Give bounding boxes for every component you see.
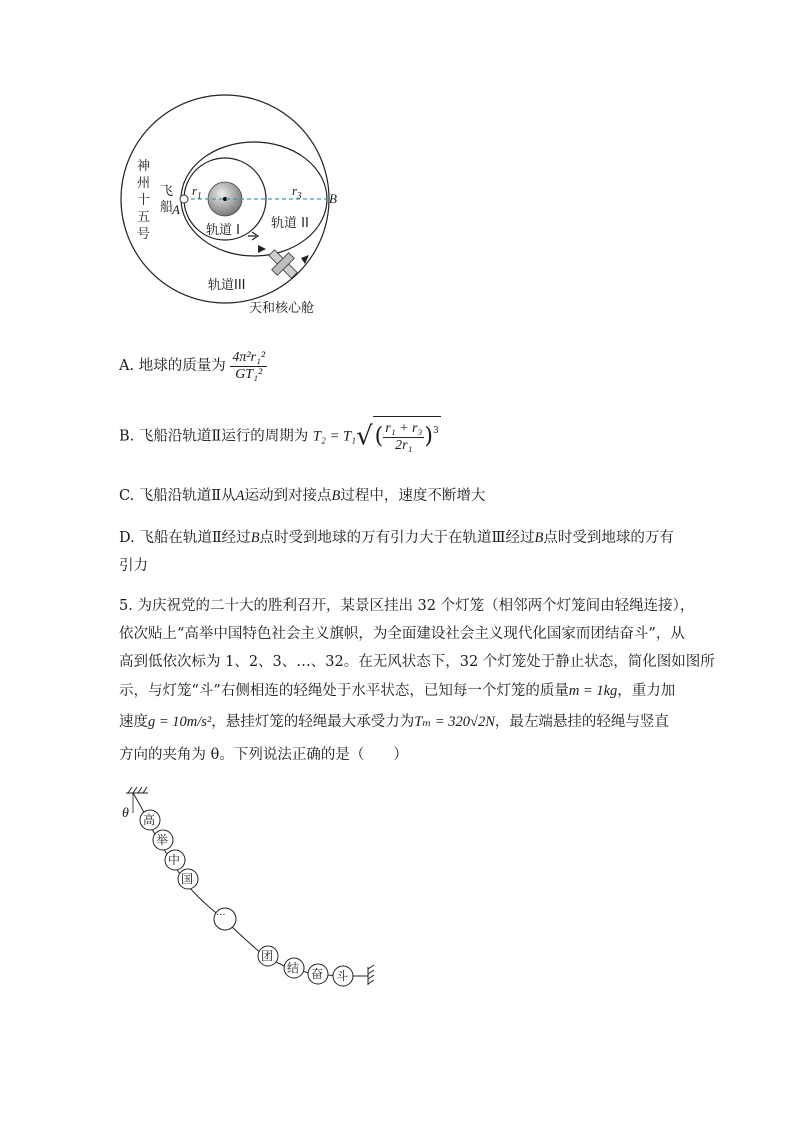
lantern-label-jie: 结 xyxy=(287,961,300,975)
lantern-label-dou: 斗 xyxy=(336,969,349,983)
lantern-label-tuan: 团 xyxy=(261,949,274,963)
rope xyxy=(133,793,368,976)
spaceship-marker xyxy=(180,195,188,203)
lantern-label-ellipsis: ··· xyxy=(216,910,226,921)
option-a-fraction: $\frac{\text{4π²r₁²}}{\text{GT₁²}}$ xyxy=(232,349,266,382)
option-d: D. 飞船在轨道Ⅱ经过B点时受到地球的万有引力大于在轨道Ⅲ经过B点时受到地球的万有 xyxy=(119,530,674,546)
lantern-label-3: 中 xyxy=(168,853,181,867)
option-a: A. 地球的质量为 $\frac{\text{4π²r₁²}}{\text{GT₁²}}$ xyxy=(119,349,266,382)
orbit-3-label: 轨道III xyxy=(208,278,246,293)
lantern-diagram xyxy=(118,785,388,995)
right-wall-support xyxy=(368,965,374,985)
lantern-label-4: 国 xyxy=(181,872,194,886)
r1-label: $r_1$ xyxy=(192,183,202,201)
ceiling-support xyxy=(126,787,148,793)
shenzhou-label: 神 州 十 五 号 xyxy=(137,159,151,242)
q5-line4: 示，与灯笼“斗”右侧相连的轻绳处于水平状态，已知每一个灯笼的质量m = 1kg，重力加 xyxy=(119,683,676,699)
space-station-icon xyxy=(263,244,303,284)
theta-label: θ xyxy=(122,806,129,821)
option-b-fraction: $\frac{\text{r₁ + r₃}}{\text{2r₁}}$ xyxy=(385,420,423,453)
option-d-line2: 引力 xyxy=(119,558,148,574)
orbit-2-label: 轨道 II xyxy=(271,216,309,231)
orbit-1-arrow-icon xyxy=(248,232,258,240)
ship-label: 飞 船 xyxy=(160,184,174,215)
point-b-label: B xyxy=(329,191,337,206)
q5-line1: 5. 为庆祝党的二十大的胜利召开，某景区挂出 32 个灯笼（相邻两个灯笼间由轻绳连接）， xyxy=(119,598,695,614)
q5-line5: 速度g = 10m/s²，悬挂灯笼的轻绳最大承受力为Tₘ = 320√2N，最左端悬挂的轻绳与竖直 xyxy=(119,714,669,730)
lantern-label-fen: 奋 xyxy=(311,967,324,981)
q5-line3: 高到低依次标为 1、2、3、…、32。在无风状态下，32 个灯笼处于静止状态，简化图如图所 xyxy=(119,654,715,670)
option-c: C. 飞船沿轨道Ⅱ从A运动到对接点B过程中，速度不断增大 xyxy=(119,488,486,504)
point-a-label: A xyxy=(172,202,180,217)
sqrt-sign-icon: √ xyxy=(356,421,373,452)
lantern-label-1: 高 xyxy=(143,813,156,827)
station-label: 天和核心舱 xyxy=(249,301,315,316)
lantern-label-2: 举 xyxy=(156,833,169,847)
option-b: B. 飞船沿轨道Ⅱ运行的周期为 T₂ = T₁√( $\frac{\text{r₁ + r₃}}{\text{2r₁}}$ )$^3$ xyxy=(119,416,441,456)
q5-line2: 依次贴上“高举中国特色社会主义旗帜，为全面建设社会主义现代化国家而团结奋斗”，从 xyxy=(119,626,685,642)
orbit-1-label: 轨道 I xyxy=(206,223,240,238)
r3-label: $r_3$ xyxy=(292,183,302,201)
orbit-2-arrow-icon xyxy=(258,245,266,253)
q5-line6: 方向的夹角为 θ。下列说法正确的是（ ） xyxy=(119,747,408,763)
